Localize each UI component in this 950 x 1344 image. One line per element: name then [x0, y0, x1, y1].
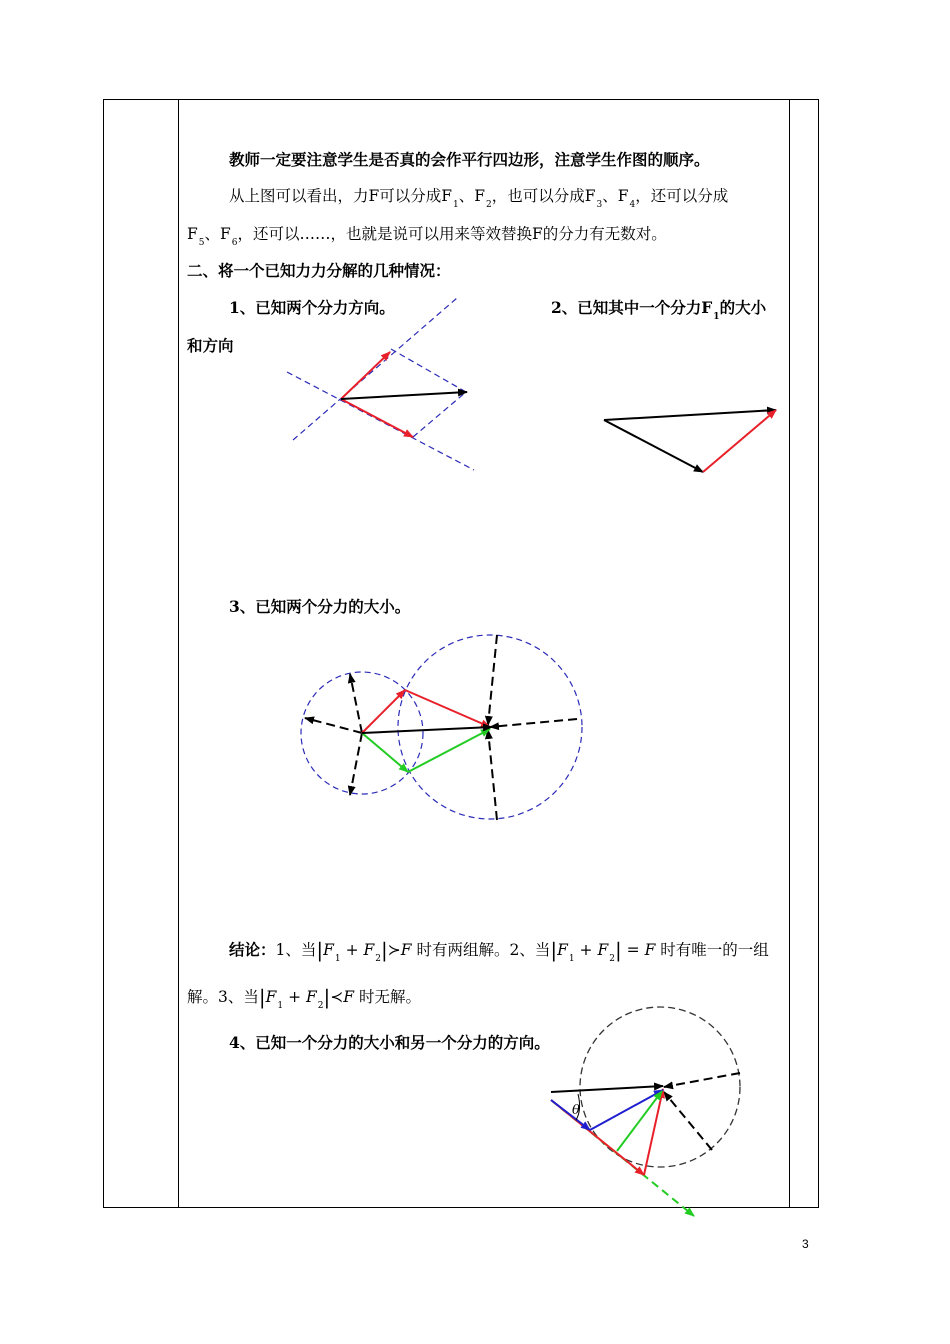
- case4-title: 4、已知一个分力的大小和另一个分力的方向。: [229, 1033, 550, 1052]
- fig4-blue-arrow-2: [590, 1090, 663, 1130]
- fig3-red-component-1: [362, 690, 405, 733]
- figure-two-magnitudes: [301, 635, 582, 820]
- case1-title: 1、已知两个分力方向。: [229, 298, 395, 317]
- teacher-note: 教师一定要注意学生是否真的会作平行四边形，注意学生作图的顺序。: [229, 150, 710, 169]
- conclusion-line1: 结论：1、当$|F_1$ + $F_2|≻F$ 时有两组解。2、当$|F_1 + F_2| = F$ 时有唯一的一组: [229, 938, 769, 964]
- figure-one-component-known: [604, 410, 776, 472]
- case3-title: 3、已知两个分力的大小。: [229, 597, 411, 616]
- fig2-black-component: [604, 420, 703, 472]
- fig4-blue-arrow-1: [551, 1100, 590, 1130]
- fig1-dashed-guides: [287, 298, 474, 470]
- fig4-black-resultant: [551, 1086, 663, 1092]
- fig3-black-resultant: [362, 727, 492, 733]
- fig1-red-arrow-lower: [341, 399, 413, 437]
- fig3-red-component-2: [405, 690, 490, 727]
- conclusion-line2: 解。3、当$|F_1$ + $F_2|≺F$ 时无解。: [187, 985, 421, 1011]
- fig2-black-resultant: [604, 410, 776, 420]
- fig4-theta-label: θ: [572, 1103, 580, 1118]
- section-heading: 二、将一个已知力力分解的几种情况：: [187, 261, 451, 280]
- fig1-red-arrow-upper: [341, 352, 390, 399]
- decomposition-text-line2: $F_5$、$F_6$，还可以……，也就是说可以用来等效替换F的分力有无数对。: [187, 225, 667, 248]
- decomposition-text-line1: 从上图可以看出，力F可以分成$F_1$、$F_2$，也可以分成$F_3$、$F_4$，还可以分成: [229, 187, 729, 210]
- fig3-green-component-2: [408, 729, 490, 772]
- page-number: 3: [802, 1237, 809, 1251]
- figure-magnitude-and-direction: [551, 1007, 740, 1216]
- case2-title-cont: 和方向: [187, 336, 234, 355]
- fig1-black-resultant: [341, 392, 467, 399]
- fig2-red-component: [703, 410, 776, 472]
- case2-title: 2、已知其中一个分力$F_1$的大小: [551, 298, 767, 322]
